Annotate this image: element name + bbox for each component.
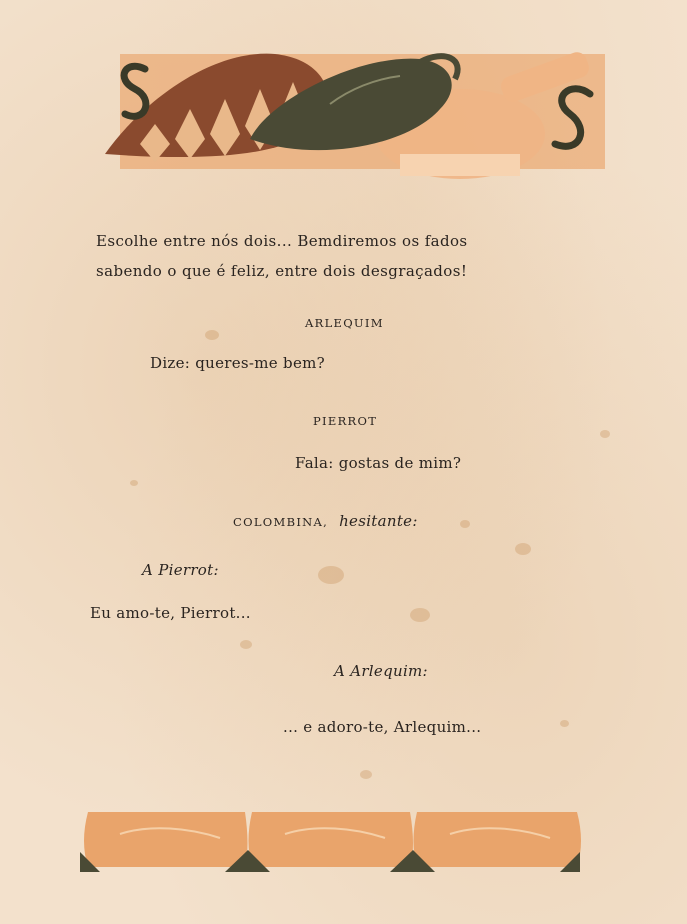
foxing-spot [515,543,531,555]
dialogue-line: Dize: queres-me bem? [150,354,325,372]
foxing-spot [240,640,252,649]
foxing-spot [360,770,372,779]
speaker-name [233,512,418,530]
speaker-name: PIERROT [313,414,378,428]
speaker-name: ARLEQUIM [305,316,384,330]
speaker-label: COLOMBINA, [233,515,329,529]
foxing-spot [600,430,610,438]
verse-line: Escolhe entre nós dois... Bemdiremos os fados [96,232,468,250]
foxing-spot [318,566,344,584]
verse-stanza [96,226,468,286]
stage-direction: A Arlequim: [334,662,428,680]
bottom-ornament-band [80,812,585,882]
foxing-spot [205,330,219,340]
stage-direction: hesitante: [339,512,418,530]
dialogue-line: Fala: gostas de mim? [295,454,462,472]
foxing-spot [560,720,569,727]
dialogue-line: Eu amo-te, Pierrot... [90,604,251,622]
foxing-spot [410,608,430,622]
foxing-spot [130,480,138,486]
verse-line: sabendo o que é feliz, entre dois desgraçados! [96,262,468,280]
top-ornament-illustration [100,44,605,194]
stage-direction: A Pierrot: [142,561,219,579]
foxing-spot [460,520,470,528]
dialogue-line: ... e adoro-te, Arlequim... [283,718,482,736]
